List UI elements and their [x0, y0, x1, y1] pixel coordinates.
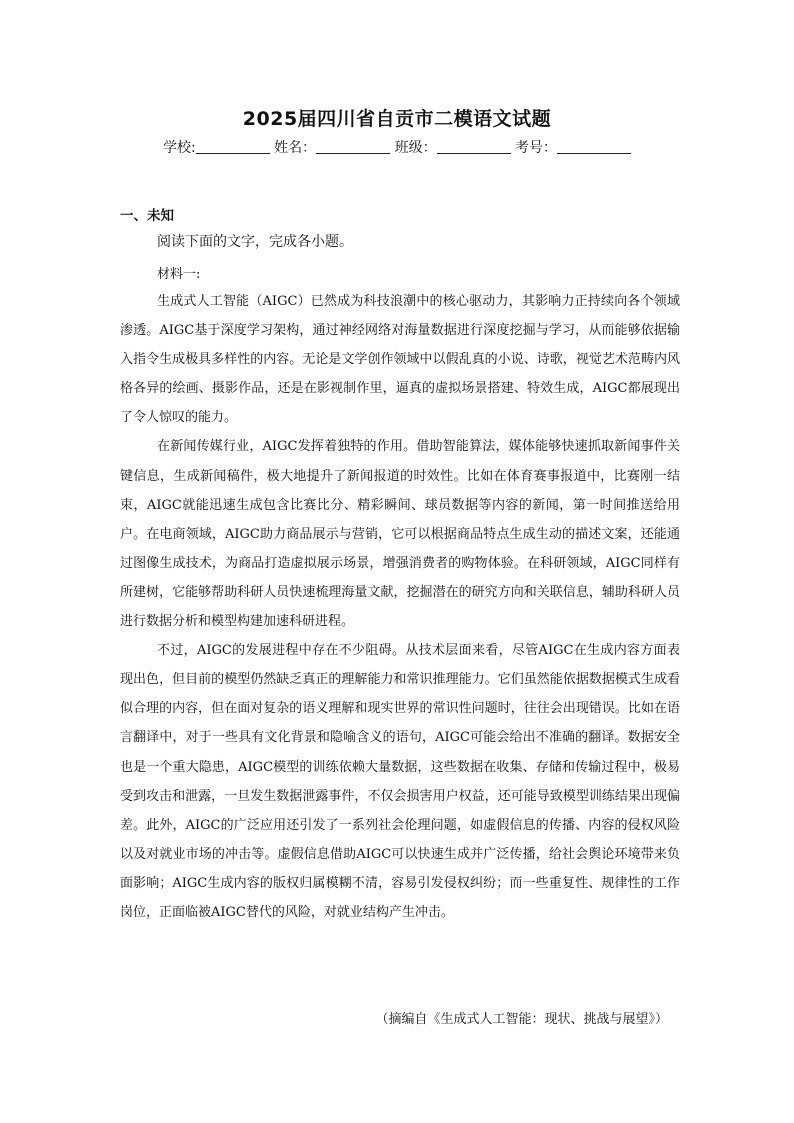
paragraph: 不过，AIGC的发展进程中存在不少阻碍。从技术层面来看，尽管AIGC在生成内容方面表现出色，但目前的模型仍然缺乏真正的理解能力和常识推理能力。它们虽然能依据数据模式生成看似合理的内容，但在面对复杂的语义理解和现实世界的常识性问题时，往往会出现错误。比如在语言翻译中，对于一些具有文化背景和隐喻含义的语句，AIGC可能会给出不准确的翻译。数据安全也是一个重大隐患，AIGC模型的训练依赖大量数据，这些数据在收集、存储和传输过程中，极易受到攻击和泄露，一旦发生数据泄露事件，不仅会损害用户权益，还可能导致模型训练结果出现偏差。此外，AIGC的广泛应用还引发了一系列社会伦理问题，如虚假信息的传播、内容的侵权风险以及对就业市场的冲击等。虚假信息借助AIGC可以快速生成并广泛传播，给社会舆论环境带来负面影响；AIGC生成内容的版权归属模糊不清，容易引发侵权纠纷；而一些重复性、规律性的工作岗位，正面临被AIGC替代的风险，对就业结构产生冲击。: [120, 643, 680, 920]
class-blank: [437, 139, 511, 154]
name-blank: [316, 139, 390, 154]
exam-number-blank: [557, 139, 631, 154]
source-citation: （摘编自《生成式人工智能：现状、挑战与展望》）: [375, 1012, 668, 1027]
paragraph: 生成式人工智能（AIGC）已然成为科技浪潮中的核心驱动力，其影响力正持续向各个领域渗透。AIGC基于深度学习架构，通过神经网络对海量数据进行深度挖掘与学习，从而能够依据输入指令生成极具多样性的内容。无论是文学创作领域中以假乱真的小说、诗歌，视觉艺术范畴内风格各异的绘画、摄影作品，还是在影视制作里，逼真的虚拟场景搭建、特效生成，AIGC都展现出了令人惊叹的能力。: [120, 294, 680, 426]
page-title: 2025届四川省自贡市二模语文试题: [242, 108, 552, 130]
school-blank: [196, 139, 270, 154]
class-label: 班级：: [394, 140, 437, 156]
reading-passage: [120, 287, 680, 927]
section-heading: 一、未知: [120, 208, 174, 224]
exam-number-label: 考号：: [515, 140, 558, 156]
student-info-line: [0, 137, 794, 157]
material-label: 材料一:: [157, 267, 201, 282]
paragraph: 在新闻传媒行业，AIGC发挥着独特的作用。借助智能算法，媒体能够快速抓取新闻事件关键信息，生成新闻稿件，极大地提升了新闻报道的时效性。比如在体育赛事报道中，比赛刚一结束，AIGC就能迅速生成包含比赛比分、精彩瞬间、球员数据等内容的新闻，第一时间推送给用户。在电商领域，AIGC助力商品展示与营销，它可以根据商品特点生成生动的描述文案，还能通过图像生成技术，为商品打造虚拟展示场景，增强消费者的购物体验。在科研领域，AIGC同样有所建树，它能够帮助科研人员快速梳理海量文献，挖掘潜在的研究方向和关联信息，辅助科研人员进行数据分析和模型构建加速科研进程。: [120, 439, 680, 630]
question-instruction: 阅读下面的文字，完成各小题。: [157, 234, 353, 250]
school-label: 学校:: [162, 140, 196, 156]
name-label: 姓名：: [274, 140, 317, 156]
